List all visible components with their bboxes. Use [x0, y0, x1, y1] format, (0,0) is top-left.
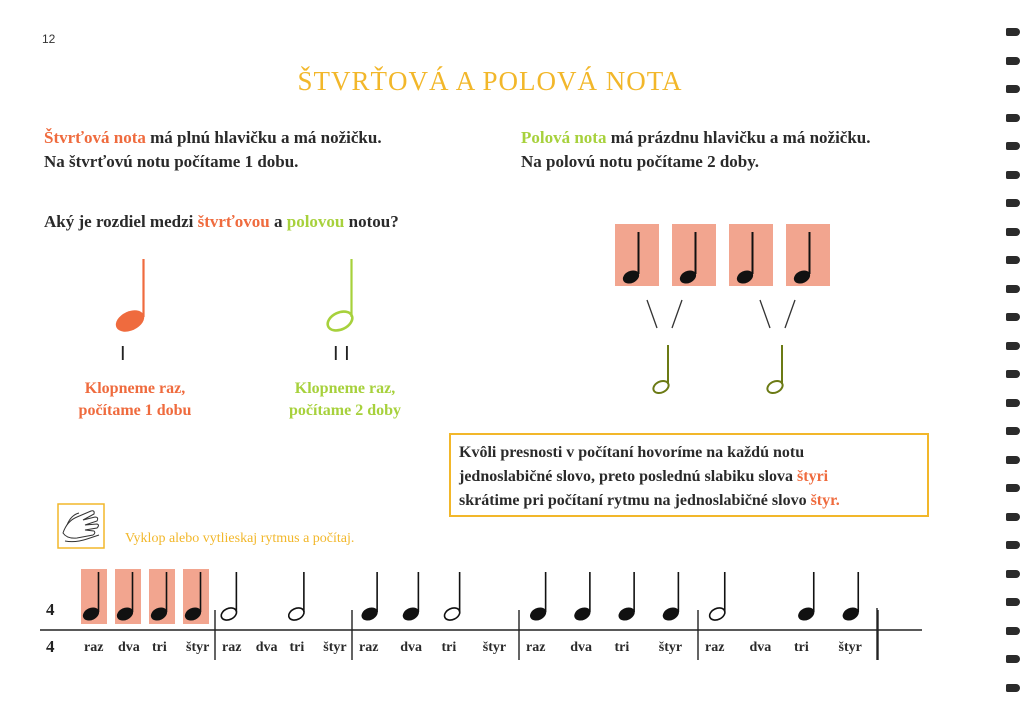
- quarter-note: [528, 572, 548, 623]
- binding-ring: [1006, 228, 1020, 236]
- beat-count: raz: [84, 640, 104, 655]
- binding-ring: [1006, 456, 1020, 464]
- half-desc-line2: Na polovú notu počítame 2 doby.: [521, 152, 760, 171]
- binding-ring: [1006, 142, 1020, 150]
- beat-count: štyr: [186, 640, 210, 655]
- info-box: [449, 433, 929, 517]
- quarter-caption-line1: Klopneme raz,: [84, 380, 186, 397]
- quarter-note-description: [44, 126, 382, 174]
- quarter-note: [661, 572, 681, 623]
- info-line1: Kvôli presnosti v počítaní hovoríme na každú notu: [459, 444, 805, 461]
- beat-count: tri: [794, 640, 809, 655]
- beat-count: dva: [255, 640, 278, 655]
- beat-count: tri: [152, 640, 167, 655]
- half-note: [443, 572, 462, 622]
- binding-ring: [1006, 342, 1020, 350]
- binding-ring: [1006, 171, 1020, 179]
- half-group: [651, 345, 784, 395]
- quarter-note: [115, 569, 141, 624]
- binding-ring: [1006, 598, 1020, 606]
- half-desc-rest: má prázdnu hlavičku a má nožičku.: [606, 128, 871, 147]
- binding-ring: [1006, 399, 1020, 407]
- binding-ring: [1006, 684, 1020, 692]
- binding-ring: [1006, 513, 1020, 521]
- question-suffix: notou?: [344, 212, 399, 231]
- big-quarter-note-icon: [105, 255, 155, 335]
- half-caption: [250, 378, 440, 422]
- info-line2: jednoslabičné slovo, preto poslednú slabiku slova: [459, 468, 798, 485]
- spiral-binding: [1002, 20, 1024, 700]
- big-half-note-icon: [318, 255, 368, 335]
- page-title: ŠTVRŤOVÁ A POLOVÁ NOTA: [297, 66, 683, 96]
- binding-ring: [1006, 256, 1020, 264]
- half-note: [287, 572, 306, 622]
- beat-count: dva: [400, 640, 423, 655]
- quarter-note: [359, 572, 379, 623]
- quarter-tap-mark: I: [120, 343, 126, 365]
- binding-ring: [1006, 199, 1020, 207]
- quarter-desc-rest: má plnú hlavičku a má nožičku.: [145, 128, 382, 147]
- instruction: Vyklop alebo vytlieskaj rytmus a počítaj.: [125, 531, 355, 546]
- half-caption-line2: počítame 2 doby: [289, 402, 401, 419]
- time-signature-top: 4: [46, 600, 55, 619]
- beat-count: raz: [526, 640, 546, 655]
- quarter-note: [841, 572, 861, 623]
- quarter-note: [149, 569, 175, 624]
- quarter-note: [401, 572, 421, 623]
- half-note: [219, 572, 238, 622]
- beat-count: štyr: [323, 640, 347, 655]
- question-half-word: polovou: [286, 212, 345, 231]
- question-prefix: Aký je rozdiel medzi: [44, 212, 198, 231]
- quarter-note: [796, 572, 816, 623]
- binding-ring: [1006, 285, 1020, 293]
- beat-count: štyr: [658, 640, 683, 655]
- quarter-caption: [40, 378, 230, 422]
- quarter-note-term: Štvrťová nota: [44, 128, 146, 147]
- quarter-desc-line2: Na štvrťovú notu počítame 1 dobu.: [44, 152, 299, 171]
- quarter-note: [81, 569, 107, 624]
- question: [44, 210, 399, 234]
- quarter-note: [616, 572, 636, 623]
- binding-ring: [1006, 370, 1020, 378]
- binding-ring: [1006, 313, 1020, 321]
- binding-ring: [1006, 655, 1020, 663]
- clapping-hands-icon: [57, 503, 105, 549]
- question-middle: a: [269, 212, 287, 231]
- beat-count: tri: [289, 640, 305, 655]
- binding-ring: [1006, 85, 1020, 93]
- quarter-caption-line2: počítame 1 dobu: [78, 402, 192, 419]
- info-word-styr: štyr.: [810, 492, 840, 509]
- info-word-styri: štyri: [797, 468, 829, 485]
- beat-count: raz: [359, 640, 379, 655]
- binding-ring: [1006, 427, 1020, 435]
- half-caption-line1: Klopneme raz,: [294, 380, 396, 397]
- quarter-note: [572, 572, 592, 623]
- beat-count: dva: [749, 640, 772, 655]
- binding-ring: [1006, 484, 1020, 492]
- beat-count: raz: [705, 640, 725, 655]
- beat-count: štyr: [482, 640, 507, 655]
- half-note-term: Polová nota: [521, 128, 607, 147]
- binding-ring: [1006, 114, 1020, 122]
- binding-ring: [1006, 627, 1020, 635]
- binding-ring: [1006, 57, 1020, 65]
- binding-ring: [1006, 570, 1020, 578]
- beat-count: štyr: [838, 640, 862, 655]
- time-signature-bottom: 4: [46, 637, 55, 656]
- beat-count: dva: [118, 640, 140, 655]
- half-tap-mark: I I: [333, 343, 350, 365]
- quarter-group: [615, 224, 830, 286]
- beat-count: tri: [614, 640, 630, 655]
- binding-ring: [1006, 541, 1020, 549]
- quarter-note: [183, 569, 209, 624]
- beat-count: dva: [570, 640, 593, 655]
- binding-ring: [1006, 28, 1020, 36]
- info-line3: skrátime pri počítaní rytmu na jednoslabičné slovo: [459, 492, 811, 509]
- beat-count: raz: [222, 640, 242, 655]
- half-note: [708, 572, 727, 622]
- half-note-description: [521, 126, 871, 174]
- quarter-to-half-diagram: [610, 220, 840, 405]
- beat-count: tri: [441, 640, 457, 655]
- page-number: 12: [42, 32, 56, 46]
- question-quarter-word: štvrťovou: [197, 212, 270, 231]
